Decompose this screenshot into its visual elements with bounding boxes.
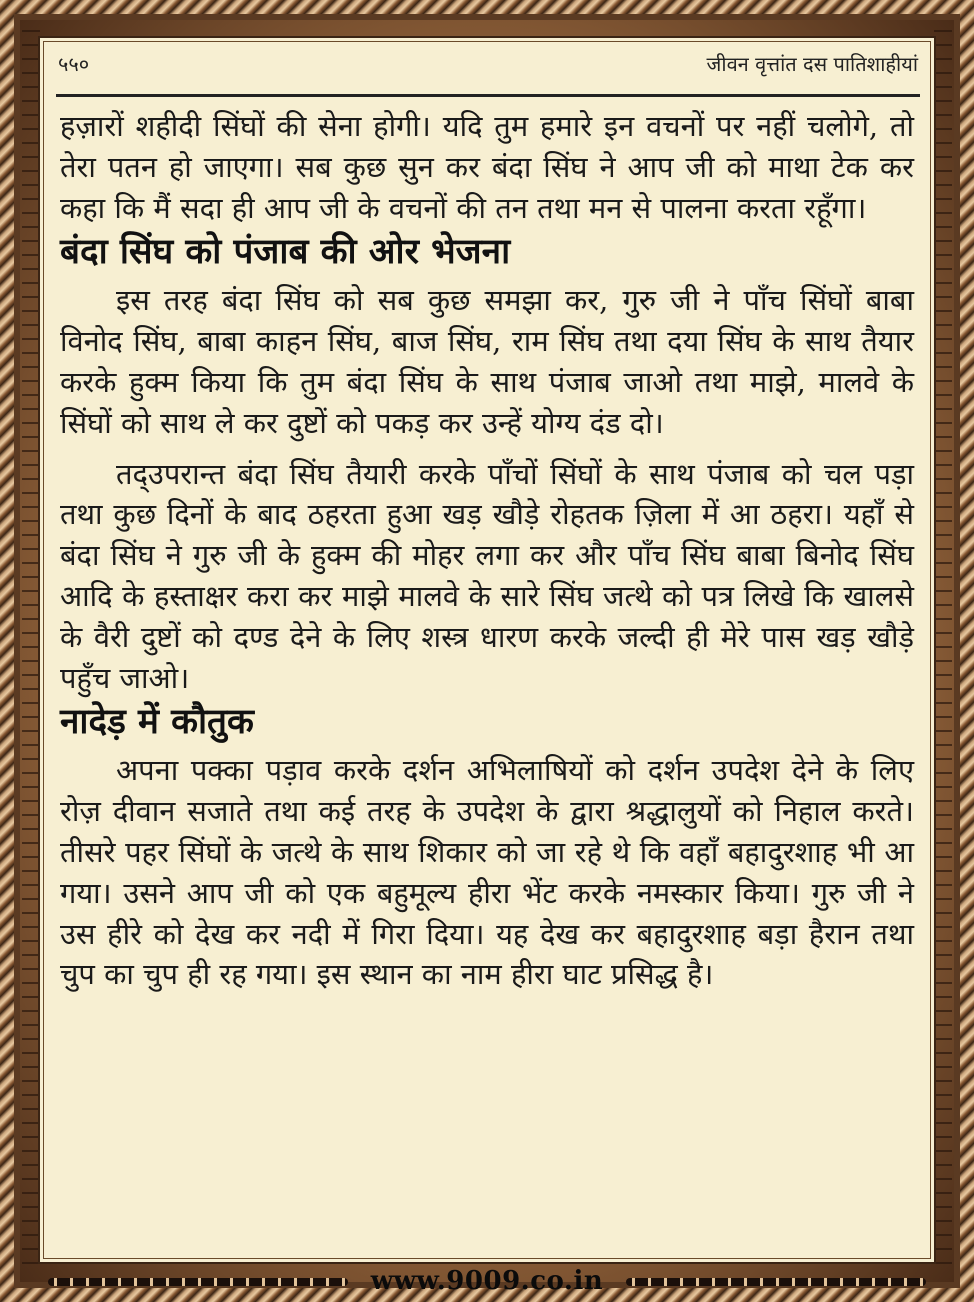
section-heading-2: नादेड़ में कौतुक (60, 701, 254, 743)
paragraph-1: हज़ारों शहीदी सिंघों की सेना होगी। यदि तुम हमारे इन वचनों पर नहीं चलोगे, तो तेरा पतन हो जाएगा। सब कुछ सुन कर बंदा सिंघ ने आप जी को माथा टेक कर कहा कि मैं सदा ही आप जी के वचनों की तन तथा मन से पालना करता रहूँगा। (60, 109, 914, 225)
header-rule (56, 94, 920, 97)
page-body (60, 106, 914, 995)
footer (38, 1266, 936, 1296)
running-title: जीवन वृत्तांत दस पातिशाहीयां (706, 52, 918, 76)
paragraph-4: अपना पक्का पड़ाव करके दर्शन अभिलाषियों को दर्शन उपदेश देने के लिए रोज़ दीवान सजाते तथा कई तरह के उपदेश के द्वारा श्रद्धालुयों को निहाल करते। तीसरे पहर सिंघों के जत्थे के साथ शिकार को जा रहे थे कि वहाँ बहादुरशाह भी आ गया। उसने आप जी को एक बहुमूल्य हीरा भेंट करके नमस्कार किया। गुरु जी ने उस हीरे को देख कर नदी में गिरा दिया। यह देख कर बहादुरशाह बड़ा हैरान तथा चुप का चुप ही रह गया। इस स्थान का नाम हीरा घाट प्रसिद्ध है। (60, 753, 914, 992)
paragraph-3: तद्उपरान्त बंदा सिंघ तैयारी करके पाँचों सिंघों के साथ पंजाब को चल पड़ा तथा कुछ दिनों के बाद ठहरता हुआ खड़ खौड़े रोहतक ज़िला में आ ठहरा। यहाँ से बंदा सिंघ ने गुरु जी के हुक्म की मोहर लगा कर और पाँच सिंघ बाबा बिनोद सिंघ आदि के हस्ताक्षर करा कर माझे मालवे के सारे सिंघ जत्थे को पत्र लिखे कि खालसे के वैरी दुष्टों को दण्ड देने के लिए शस्त्र धारण करके जल्दी ही मेरे पास खड़ खौड़े पहुँच जाओ। (60, 456, 914, 695)
section-heading-1: बंदा सिंघ को पंजाब की ओर भेजना (60, 231, 511, 273)
page-header (58, 46, 918, 86)
book-page (38, 36, 936, 1264)
footer-url: www.9009.co.in (370, 1266, 604, 1296)
right-border-ornament (934, 30, 952, 1272)
page-number: ५५० (58, 52, 90, 76)
paragraph-2: इस तरह बंदा सिंघ को सब कुछ समझा कर, गुरु जी ने पाँच सिंघों बाबा विनोद सिंघ, बाबा काहन सिंघ, बाज सिंघ, राम सिंघ तथा दया सिंघ के साथ तैयार करके हुक्म किया कि तुम बंदा सिंघ के साथ पंजाब जाओ तथा माझे, मालवे के सिंघों को साथ ले कर दुष्टों को पकड़ कर उन्हें योग्य दंड दो। (60, 283, 914, 440)
